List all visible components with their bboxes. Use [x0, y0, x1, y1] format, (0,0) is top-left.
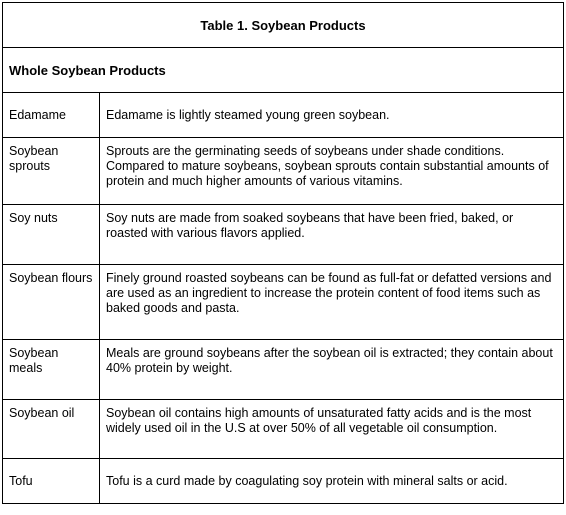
product-description: Meals are ground soybeans after the soybean oil is extracted; they contain about 40% protein by weight.	[100, 340, 564, 400]
table-title: Table 1. Soybean Products	[3, 3, 564, 48]
product-name: Soybean meals	[3, 340, 100, 400]
table-row	[3, 265, 564, 340]
table-row	[3, 93, 564, 138]
product-name: Soy nuts	[3, 205, 100, 265]
product-description: Soybean oil contains high amounts of unsaturated fatty acids and is the most widely used oil in the U.S at over 50% of all vegetable oil consumption.	[100, 400, 564, 459]
product-name: Soybean flours	[3, 265, 100, 340]
product-name: Soybean sprouts	[3, 138, 100, 205]
table-row	[3, 205, 564, 265]
product-name: Edamame	[3, 93, 100, 138]
product-description: Finely ground roasted soybeans can be found as full-fat or defatted versions and are used as an ingredient to increase the protein content of food items such as baked goods and pasta.	[100, 265, 564, 340]
table-row	[3, 138, 564, 205]
product-name: Soybean oil	[3, 400, 100, 459]
table-row	[3, 340, 564, 400]
product-description: Soy nuts are made from soaked soybeans that have been fried, baked, or roasted with various flavors applied.	[100, 205, 564, 265]
table-title-row	[3, 3, 564, 48]
table-row	[3, 400, 564, 459]
table-row	[3, 459, 564, 504]
product-description: Sprouts are the germinating seeds of soybeans under shade conditions. Compared to mature soybeans, soybean sprouts contain substantial amounts of protein and much higher amounts of various vitamins.	[100, 138, 564, 205]
section-header-row	[3, 48, 564, 93]
product-name: Tofu	[3, 459, 100, 504]
soybean-products-table	[2, 2, 564, 504]
section-header: Whole Soybean Products	[3, 48, 564, 93]
product-description: Edamame is lightly steamed young green soybean.	[100, 93, 564, 138]
product-description: Tofu is a curd made by coagulating soy protein with mineral salts or acid.	[100, 459, 564, 504]
